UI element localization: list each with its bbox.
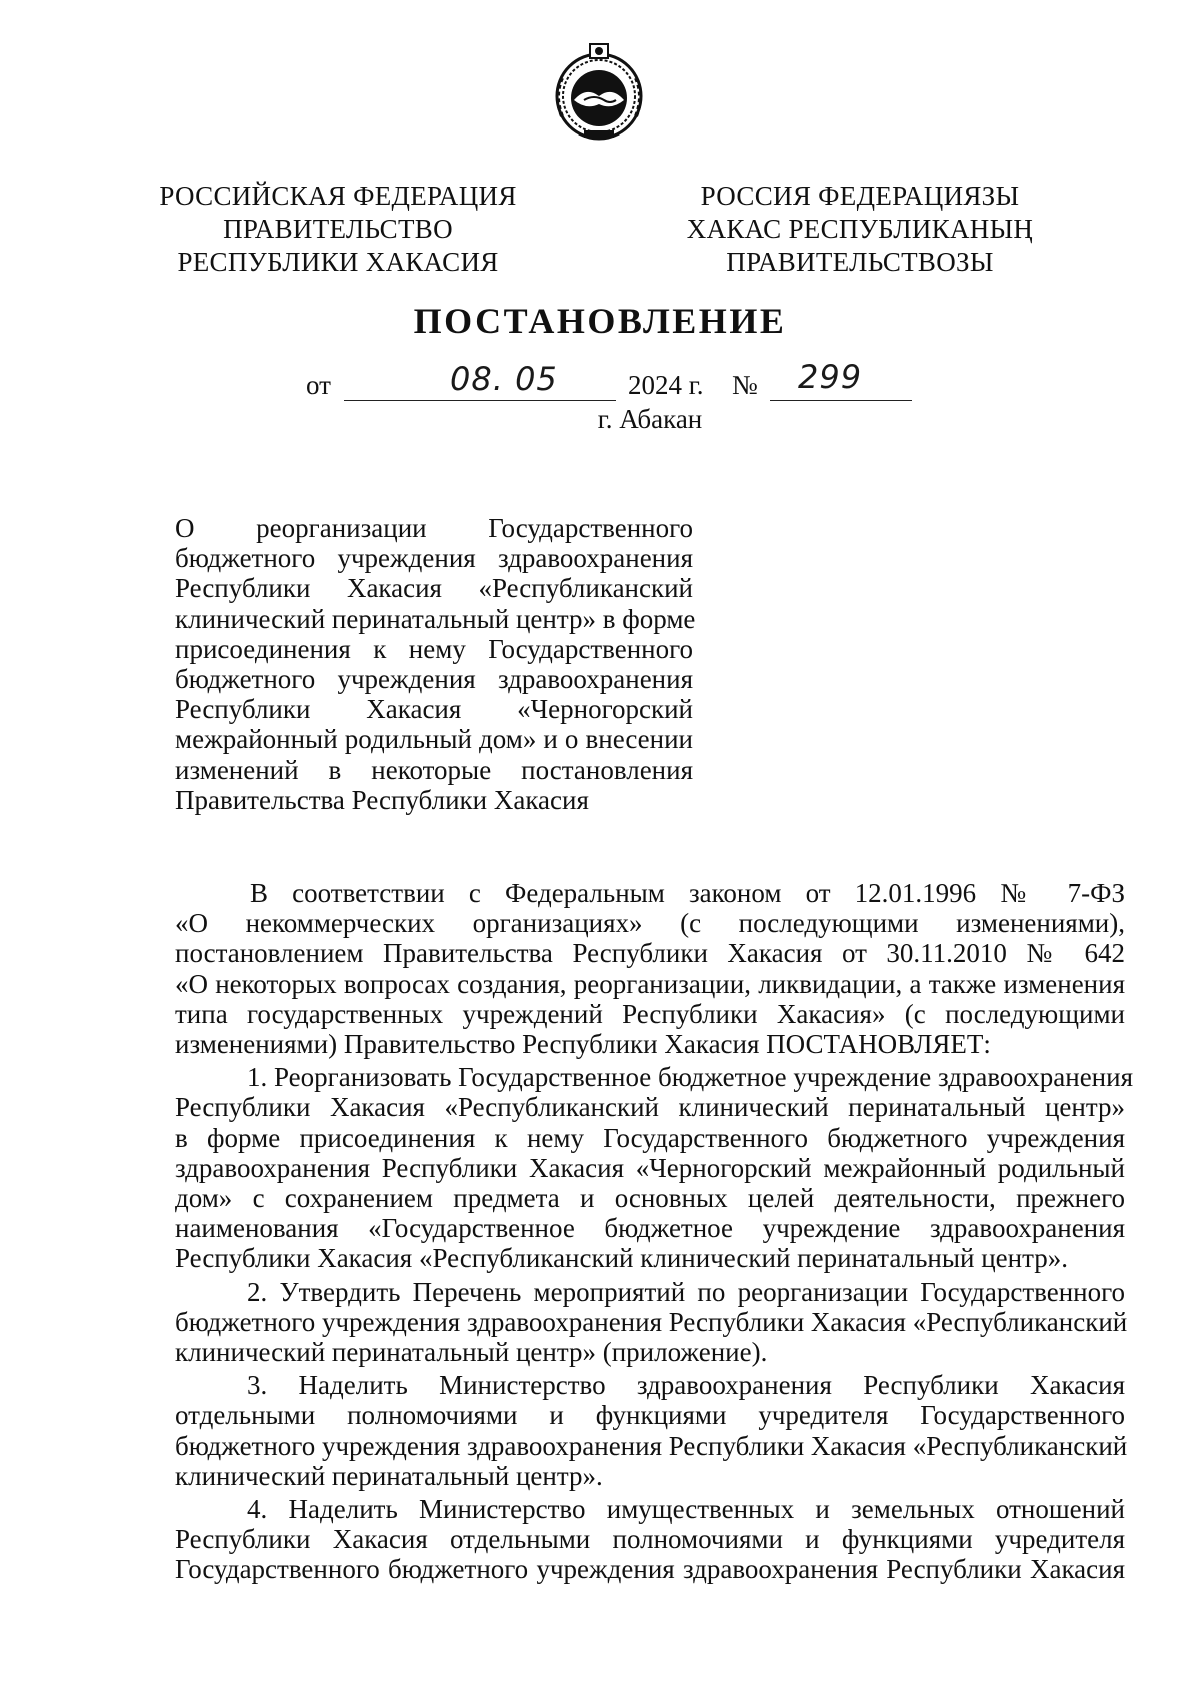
body-line: «О некоммерческих организациях» (с последующими изменениями),: [175, 908, 1125, 939]
body-line: бюджетного учреждения здравоохранения Республики Хакасия «Республиканский: [175, 1430, 1128, 1461]
date-handwritten: 08. 05: [450, 360, 558, 398]
document-type-title: ПОСТАНОВЛЕНИЕ: [413, 301, 787, 341]
body-line: дом» с сохранением предмета и основных целей деятельности, прежнего: [175, 1183, 1125, 1214]
number-handwritten: 299: [798, 358, 863, 396]
date-underline: [344, 400, 616, 401]
body-line: Республики Хакасия «Республиканский клинический перинатальный центр»: [175, 1092, 1125, 1123]
body-line: 4. Наделить Министерство имущественных и земельных отношений: [247, 1494, 1125, 1525]
date-prefix: от: [306, 370, 331, 400]
body-line: клинический перинатальный центр» (приложение).: [175, 1337, 768, 1368]
body-line: «О некоторых вопросах создания, реорганизации, ликвидации, а также изменения: [175, 968, 1125, 999]
header-right: [670, 180, 1050, 279]
header-right-line3: ПРАВИТЕЛЬСТВОЗЫ: [726, 247, 994, 277]
subject-line: бюджетного учреждения здравоохранения: [175, 664, 693, 695]
body-line: изменениями) Правительство Республики Хакасия ПОСТАНОВЛЯЕТ:: [175, 1029, 991, 1060]
header-left-line1: РОССИЙСКАЯ ФЕДЕРАЦИЯ: [159, 181, 517, 211]
body-line: постановлением Правительства Республики Хакасия от 30.11.2010 № 642: [175, 938, 1125, 969]
body-line: типа государственных учреждений Республики Хакасия» (с последующими: [175, 998, 1125, 1029]
body-line: В соответствии с Федеральным законом от 12.01.1996 № 7-ФЗ: [250, 878, 1125, 908]
subject-line: межрайонный родильный дом» и о внесении: [175, 724, 693, 755]
body-line: 3. Наделить Министерство здравоохранения Республики Хакасия: [247, 1370, 1125, 1401]
body-line: 2. Утвердить Перечень мероприятий по реорганизации Государственного: [247, 1276, 1125, 1307]
subject-line: бюджетного учреждения здравоохранения: [175, 543, 693, 574]
subject-line: изменений в некоторые постановления: [175, 754, 693, 785]
body-line: отдельными полномочиями и функциями учредителя Государственного: [175, 1400, 1125, 1431]
body-line: клинический перинатальный центр».: [175, 1460, 603, 1491]
body-line: в форме присоединения к нему Государственного бюджетного учреждения: [175, 1122, 1125, 1153]
coat-of-arms-emblem: [544, 38, 654, 148]
body-line: 1. Реорганизовать Государственное бюджетное учреждение здравоохранения: [247, 1062, 1133, 1093]
body-line: Государственного бюджетного учреждения здравоохранения Республики Хакасия: [175, 1554, 1125, 1585]
subject-line: Правительства Республики Хакасия: [175, 784, 589, 815]
header-right-line1: РОССИЯ ФЕДЕРАЦИЯЗЫ: [700, 181, 1020, 211]
document-subject: [175, 513, 696, 815]
date-number-line: [300, 358, 940, 404]
subject-line: присоединения к нему Государственного: [175, 633, 693, 664]
header-left: [148, 180, 528, 279]
document-body: [175, 878, 1133, 1585]
number-label: №: [732, 370, 758, 400]
header-left-line2: ПРАВИТЕЛЬСТВО: [223, 214, 453, 244]
body-line: Республики Хакасия отдельными полномочиями и функциями учредителя: [175, 1524, 1125, 1555]
year-label: 2024 г.: [628, 370, 704, 400]
subject-line: Республики Хакасия «Черногорский: [175, 694, 693, 725]
subject-line: Республики Хакасия «Республиканский: [175, 573, 693, 604]
header-right-line2: ХАКАС РЕСПУБЛИКАНЫҢ: [686, 214, 1034, 244]
number-underline: [770, 400, 912, 401]
city-label: г. Абакан: [597, 404, 703, 434]
body-line: Республики Хакасия «Республиканский клинический перинатальный центр».: [175, 1243, 1068, 1274]
body-line: здравоохранения Республики Хакасия «Черногорский межрайонный родильный: [175, 1152, 1125, 1183]
body-line: бюджетного учреждения здравоохранения Республики Хакасия «Республиканский: [175, 1306, 1128, 1337]
body-line: наименования «Государственное бюджетное учреждение здравоохранения: [175, 1213, 1125, 1244]
subject-line: О реорганизации Государственного: [175, 513, 693, 543]
header-left-line3: РЕСПУБЛИКИ ХАКАСИЯ: [177, 247, 499, 277]
subject-line: клинический перинатальный центр» в форме: [175, 603, 696, 634]
